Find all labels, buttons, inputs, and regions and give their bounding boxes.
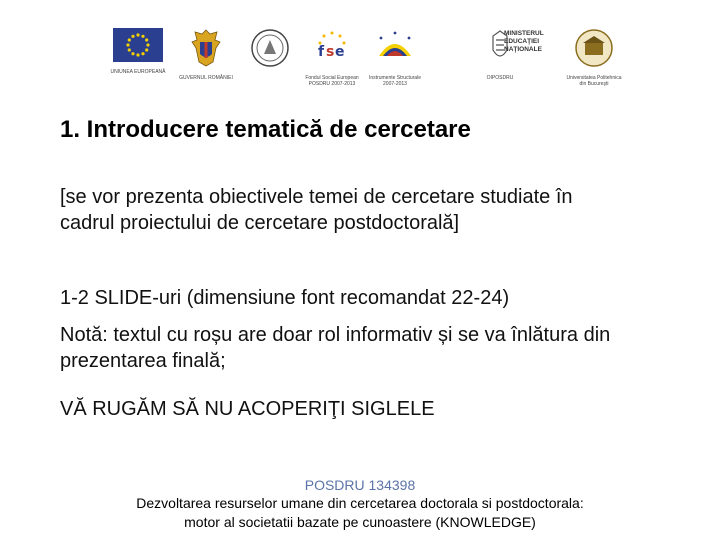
project-code: POSDRU 134398: [304, 477, 416, 493]
ministry-seal-logo: [248, 28, 292, 73]
fse-logo: [300, 28, 364, 87]
fse-mark-icon: [310, 28, 354, 68]
slide-title: 1. Introducere tematică de cercetare: [60, 116, 471, 143]
project-name-line-1: Dezvoltarea resurselor umane din cercetarea doctorala si postdoctorala:: [136, 495, 584, 511]
structural-instruments-caption: Instrumente Structurale 2007-2013: [369, 75, 421, 87]
ministry-education-text: MINISTERUL EDUCAŢIEI NAŢIONALE: [504, 30, 544, 53]
objectives-paragraph: [se vor prezenta obiectivele temei de cercetare studiate în cadrul proiectului de cercetare postdoctorală]: [60, 186, 573, 234]
romania-coat-of-arms-logo: [178, 28, 234, 81]
svg-text:f: f: [318, 44, 325, 60]
project-name-line-2: motor al societatii bazate pe cunoastere (KNOWLEDGE): [184, 514, 536, 530]
upb-logo: [562, 28, 626, 87]
structural-instruments-logo: [360, 28, 430, 87]
slide-count-note: 1-2 SLIDE-uri (dimensiune font recomandat 22-24): [60, 287, 510, 309]
red-text-note: Notă: textul cu roșu are doar rol informativ și se va înlătura din prezentarea finală;: [60, 324, 611, 372]
eu-flag-icon: [113, 28, 163, 62]
romania-caption: GUVERNUL ROMÂNIEI: [179, 75, 233, 81]
oiposdru-caption: OIPOSDRU: [486, 75, 514, 81]
logo-strip: [0, 0, 720, 90]
fse-caption: Fondul Social European POSDRU 2007-2013: [305, 75, 359, 87]
logo-warning: VĂ RUGĂM SĂ NU ACOPERIŢI SIGLELE: [60, 398, 435, 420]
structural-instruments-icon: [371, 28, 419, 68]
ministry-education-logo: [504, 30, 566, 54]
coat-of-arms-icon: [189, 28, 223, 68]
svg-text:e: e: [335, 44, 345, 60]
eu-flag-logo: [108, 28, 168, 75]
svg-text:s: s: [326, 44, 335, 60]
round-seal-icon: [250, 28, 290, 68]
upb-caption: Universitatea Politehnica din Bucureşti: [566, 75, 622, 87]
eu-caption: UNIUNEA EUROPEANĂ: [110, 69, 166, 75]
upb-seal-icon: [574, 28, 614, 68]
